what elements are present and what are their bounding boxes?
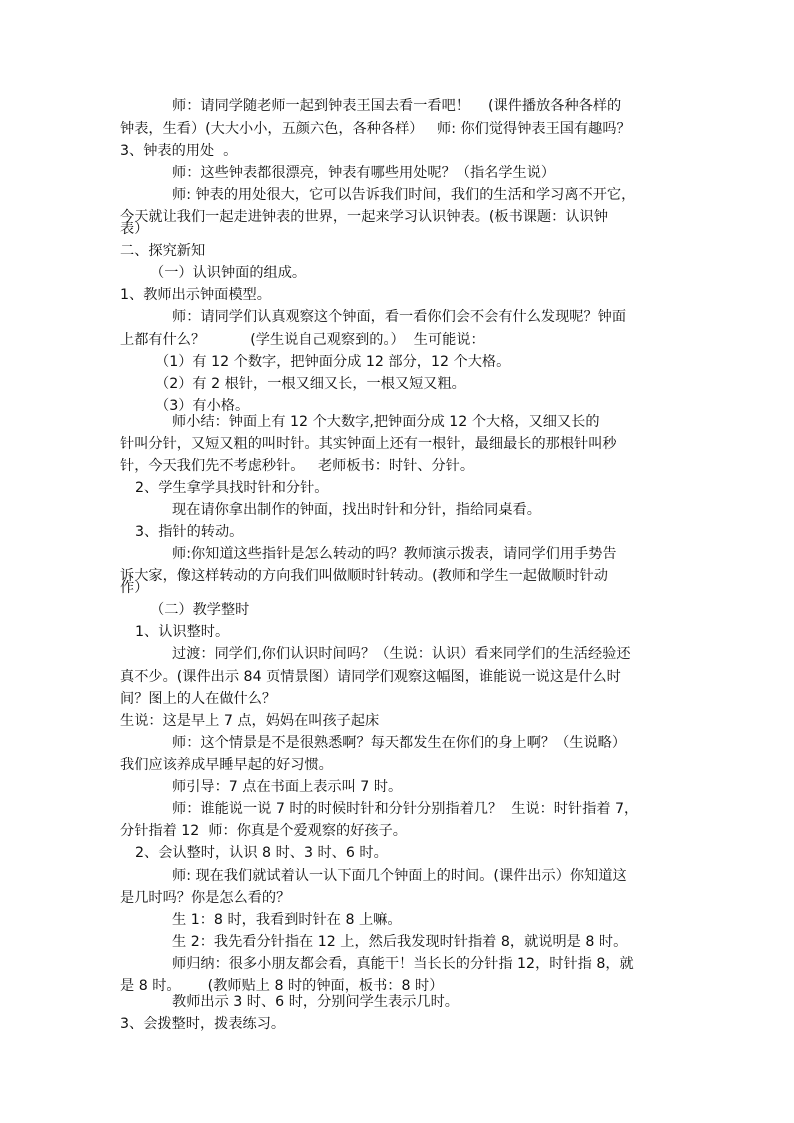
text-line: 过渡：同学们,你们认识时间吗？（生说：认识）看来同学们的生活经验还 [172, 646, 631, 662]
text-line: 是几时吗？你是怎么看的？ [120, 890, 291, 906]
text-line: 针叫分针，又短又粗的叫时针。其实钟面上还有一根针，最细最长的那根针叫秒 [120, 436, 617, 452]
text-line: 真不少。(课件出示 84 页情景图）请同学们观察这幅图，谁能说一说这是什么时 [120, 669, 621, 685]
text-line: 我们应该养成早睡早起的好习惯。 [120, 757, 333, 773]
text-line: 现在请你拿出制作的钟面，找出时针和分针，指给同桌看。 [172, 502, 541, 518]
text-line: 钟表，生看）(大大小小，五颜六色，各种各样） 师: 你们觉得钟表王国有趣吗？ [120, 121, 631, 137]
text-line: 师：谁能说一说 7 时的时候时针和分针分别指着几？ 生说：时针指着 7， [172, 801, 639, 817]
subsection-heading: （一）认识钟面的组成。 [150, 265, 307, 281]
text-line: 今天就让我们一起走进钟表的世界，一起来学习认识钟表。(板书课题：认识钟 [120, 209, 608, 225]
list-item: （1）有 12 个数字，把钟面分成 12 部分，12 个大格。 [155, 354, 511, 370]
text-line: 针，今天我们先不考虑秒针。 老师板书：时针、分针。 [120, 458, 475, 474]
text-line: 生 2：我先看分针指在 12 上，然后我发现时针指着 8，就说明是 8 时。 [172, 934, 628, 950]
text-line: 师：这个情景是不是很熟悉啊？每天都发生在你们的身上啊？（生说略） [172, 735, 627, 751]
text-line: 师：这些钟表都很漂亮，钟表有哪些用处呢？（指名学生说） [172, 165, 556, 181]
text-line: 师引导：7 点在书面上表示叫 7 时。 [172, 779, 403, 795]
text-line: 是 8 时。 (教师贴上 8 时的钟面，板书：8 时） [120, 978, 444, 994]
text-line: 师归纳：很多小朋友都会看，真能干！当长长的分针指 12，时针指 8，就 [172, 956, 634, 972]
list-item: （3）有小格。 [155, 398, 250, 414]
text-line: 师: 钟表的用处很大，它可以告诉我们时间，我们的生活和学习离不开它， [172, 187, 636, 203]
text-line: 教师出示 3 时、6 时，分别问学生表示几时。 [172, 994, 459, 1010]
text-line: 间？图上的人在做什么？ [120, 691, 277, 707]
list-item: （2）有 2 根针，一根又细又长，一根又短又粗。 [155, 376, 466, 392]
text-line: 生 1：8 时，我看到时针在 8 上嘛。 [172, 912, 402, 928]
text-line: 师小结：钟面上有 12 个大数字,把钟面分成 12 个大格，又细又长的 [172, 414, 600, 430]
text-line: 2、会认整时，认识 8 时、3 时、6 时。 [135, 845, 388, 861]
subsection-heading: （二）教学整时 [150, 602, 250, 618]
text-line: 师:你知道这些指针是怎么转动的吗？教师演示拨表，请同学们用手势告 [172, 546, 617, 562]
text-line: 上都有什么？ (学生说自己观察到的。） 生可能说： [120, 332, 485, 348]
text-line: 3、指针的转动。 [135, 524, 244, 540]
text-line: 诉大家，像这样转动的方向我们叫做顺时针转动。(教师和学生一起做顺时针动 [120, 568, 608, 584]
text-line: 师：请同学随老师一起到钟表王国去看一看吧！ (课件播放各种各样的 [172, 98, 622, 114]
text-line: 分针指着 12 师：你真是个爱观察的好孩子。 [120, 823, 407, 839]
text-line: 师: 现在我们就试着认一认下面几个钟面上的时间。(课件出示）你知道这 [172, 868, 627, 884]
text-line: 3、钟表的用处 。 [120, 143, 238, 159]
text-line: 表） [120, 221, 149, 237]
text-line: 2、学生拿学具找时针和分针。 [135, 480, 329, 496]
text-line: 生说：这是早上 7 点，妈妈在叫孩子起床 [120, 713, 380, 729]
text-line: 1、教师出示钟面模型。 [120, 287, 271, 303]
text-line: 1、认识整时。 [135, 624, 230, 640]
text-line: 师：请同学们认真观察这个钟面，看一看你们会不会有什么发现呢？钟面 [172, 309, 627, 325]
text-line: 作） [120, 580, 149, 596]
section-heading: 二、探究新知 [120, 243, 206, 259]
text-line: 3、会拨整时，拨表练习。 [120, 1016, 286, 1032]
